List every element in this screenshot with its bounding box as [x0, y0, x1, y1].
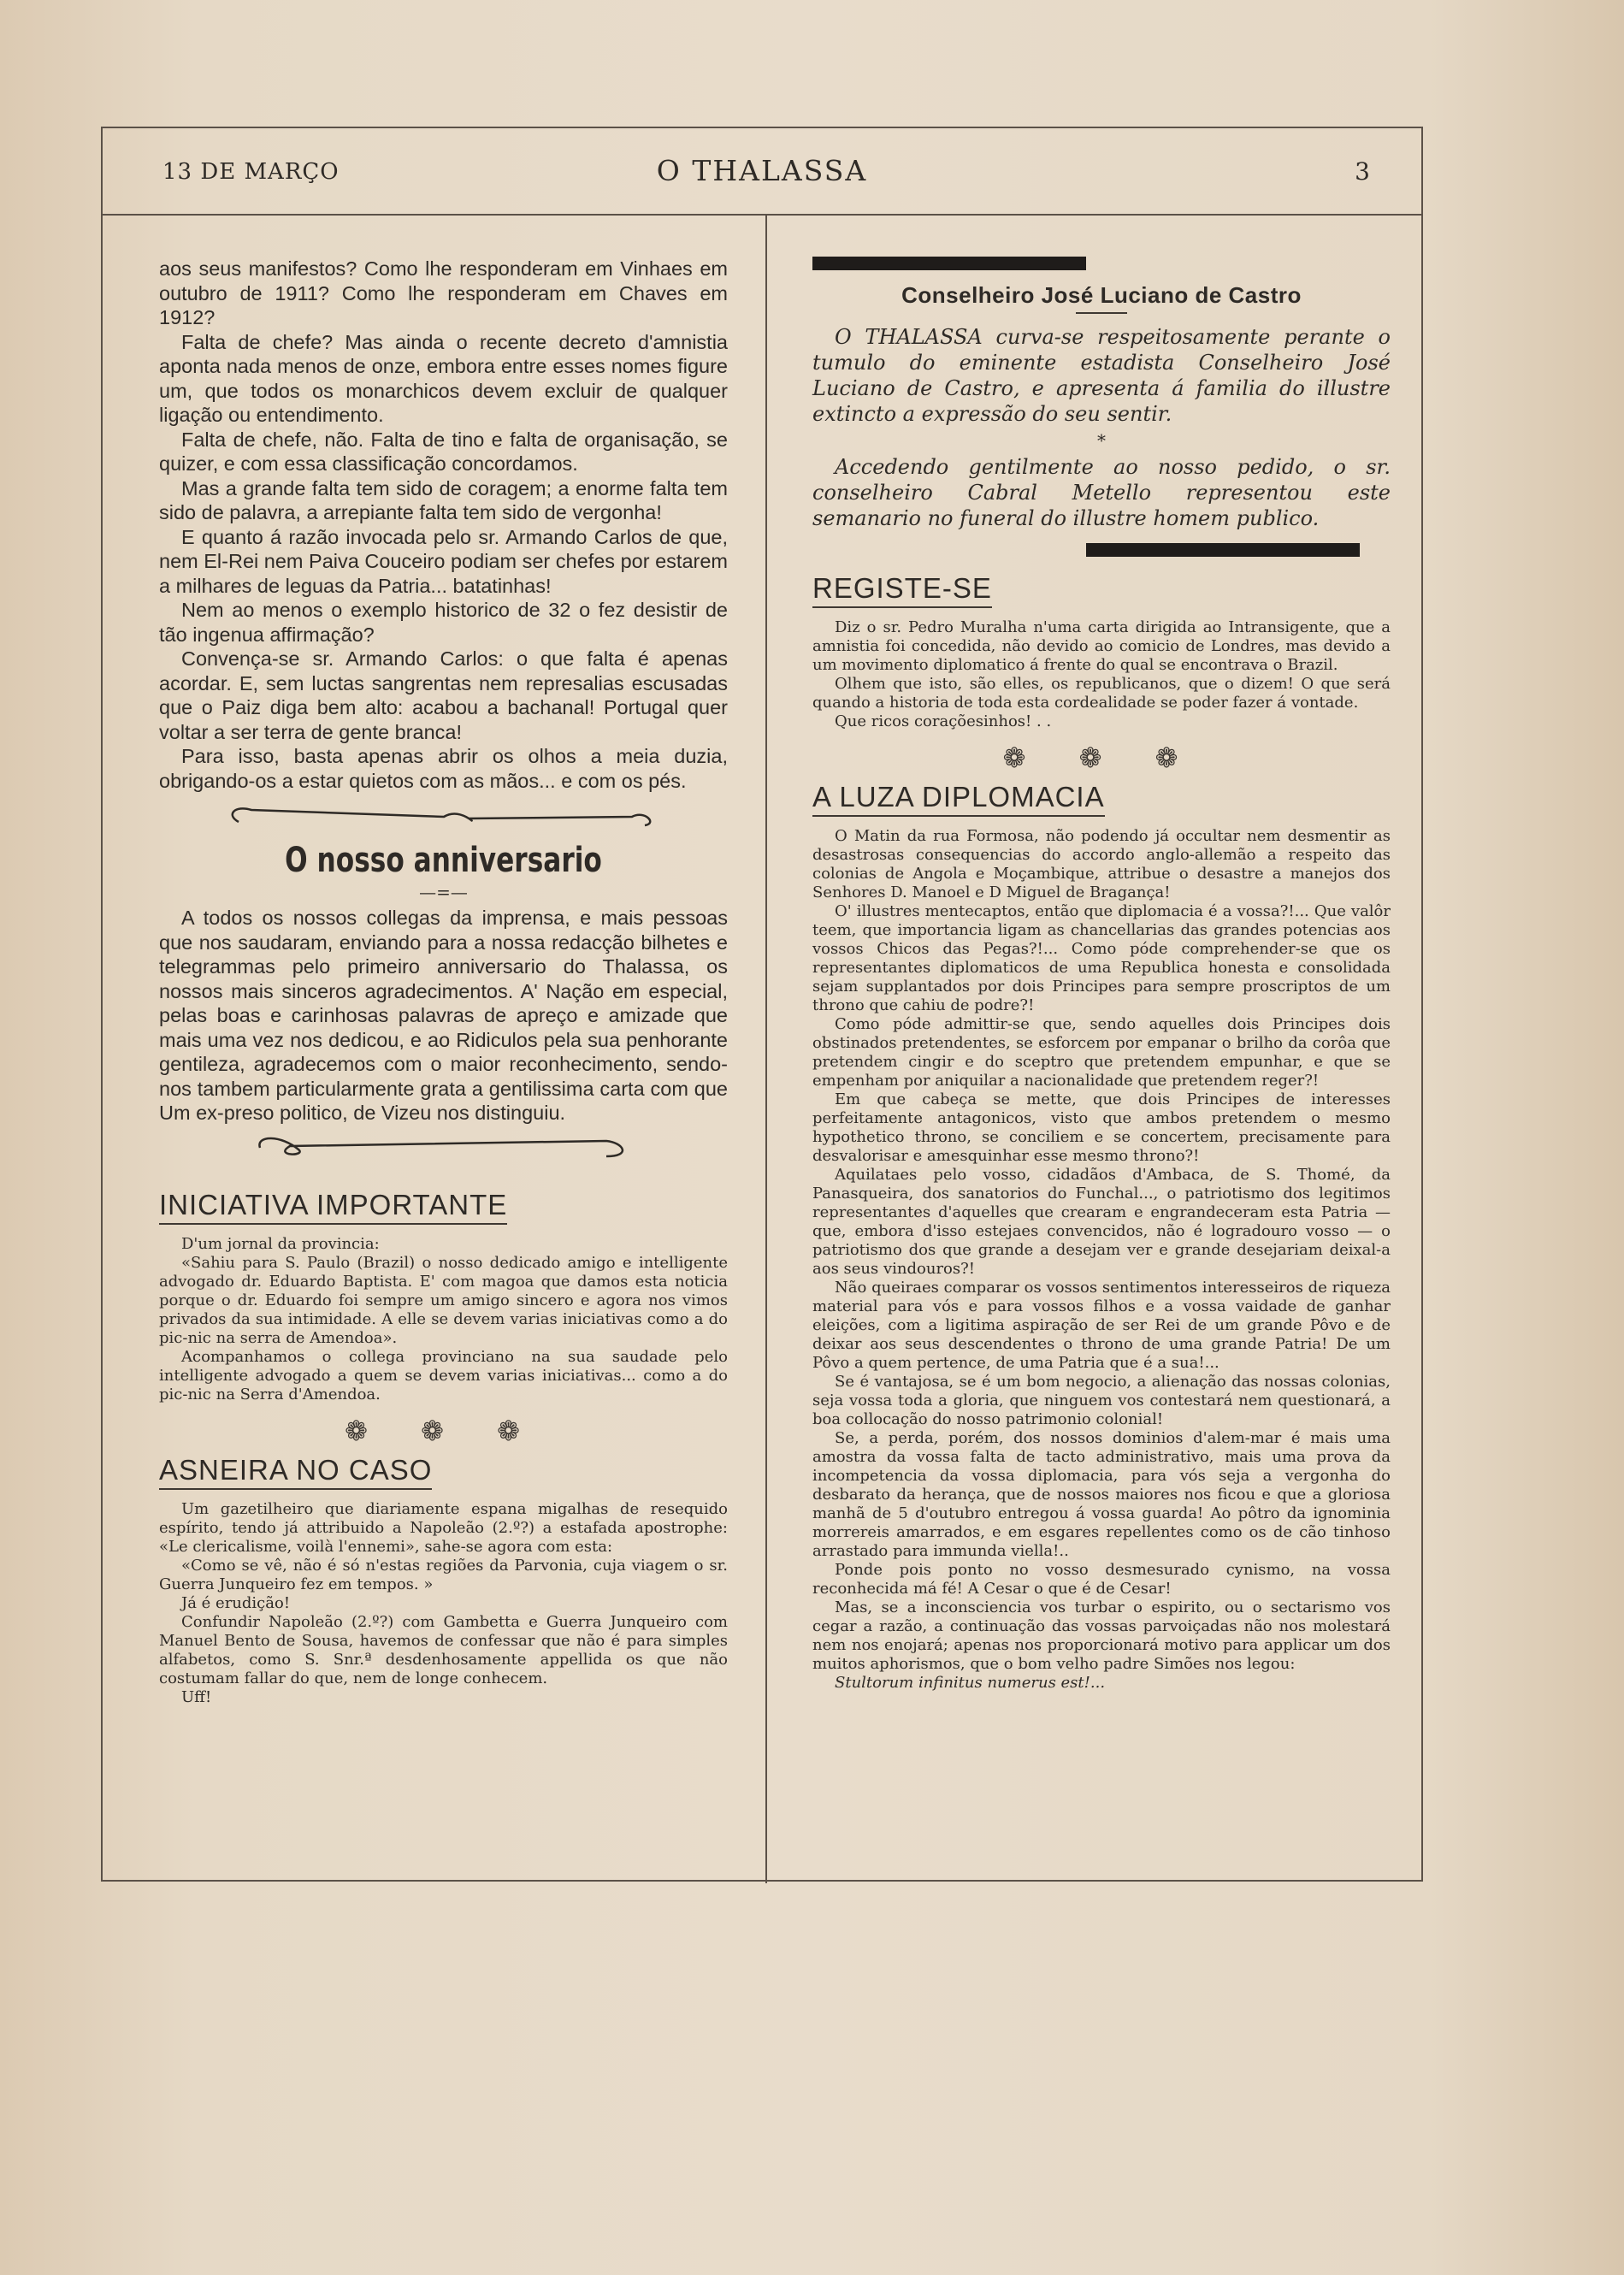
- paragraph: O' illustres mentecaptos, então que diplomacia é a vossa?!... Que valôr teem, que importancia ligam as chancellarias das grandes potencias aos vossos Chicos das Pegas?!... Como póde comprehender-se que os representantes diplomaticos de uma Republica honesta e consolidada sejam supplantados por dois Principes para sempre proscriptos de um throno que cahiu de podre?!: [812, 902, 1391, 1014]
- paragraph: Se, a perda, porém, dos nossos dominios d'alem-mar é mais uma amostra da vossa falta de tacto administrativo, mais uma prova da incompetencia da vossa diplomacia, para vós seja a vergonha do desbarato da herança, que de nossos maiores nos ficou e que a gloriosa manhã de 5 d'outubro entregou á vossa guarda! Ao pôtro da ignominia morrereis amarrados, e em esgares repellentes como os de cão tinhoso arrastado para immunda viella!..: [812, 1429, 1391, 1560]
- paragraph: Falta de chefe, não. Falta de tino e falta de organisação, se quizer, e com essa classificação concordamos.: [159, 428, 728, 475]
- paragraph: E quanto á razão invocada pelo sr. Armando Carlos de que, nem El-Rei nem Paiva Couceiro podiam ser chefes por estarem a milhares de leguas da Patria... batatinhas!: [159, 525, 728, 597]
- mourning-bar: [1086, 543, 1360, 557]
- section-title: A LUZA DIPLOMACIA: [812, 781, 1105, 817]
- anniversary-article: [159, 841, 728, 1126]
- flourish-divider: [247, 1131, 641, 1165]
- paragraph: Se é vantajosa, se é um bom negocio, a alienação das nossas colonias, seja vossa toda a gloria, que ninguem vos contestará nem questionará, a boa collocação do nosso patrimonio colonial!: [812, 1373, 1391, 1428]
- page-header: [103, 128, 1421, 216]
- obituary-title: Conselheiro José Luciano de Castro: [901, 282, 1302, 308]
- anniversary-text: A todos os nossos collegas da imprensa, e mais pessoas que nos saudaram, enviando para a nossa redacção bilhetes e telegrammas pelo primeiro anniversario do Thalassa, os nossos mais sinceros agradecimentos. A' Nação em especial, pelas boas e carinhosas palavras de apreço e amizade que mais uma vez nos dedicou, e ao Ridiculos pela sua penhorante gentileza, agradecemos com o maior reconhecimento, sendo-nos tambem particularmente grata a gentilissima carta com que Um ex-preso politico, de Vizeu nos distinguiu.: [159, 907, 728, 1124]
- paragraph: Em que cabeça se mette, que dois Principes de interesses perfeitamente antagonicos, visto que ambos pretendem o mesmo hypothetico throno, se conciliem e se concertem, precisamente para desvalorisar e amesquinhar esse mesmo throno?!: [812, 1090, 1391, 1165]
- paragraph: Como póde admittir-se que, sendo aquelles dois Principes dois obstinados pretendentes, se esforcem por empanar o brilho da corôa que pretendem cingir e do sceptro que pretendem empunhar, e que se empenham por aniquilar a nacionalidade que pretendem reger?!: [812, 1015, 1391, 1090]
- paragraph: Aquilataes pelo vosso, cidadãos d'Ambaca, de S. Thomé, da Panasqueira, dos sanatorios do Funchal..., o patriotismo dos legitimos representantes d'aquelles que crearam e engrandeceram esta Patria — que, embora d'isso estejaes convencidos, não é logradouro vosso — o patriotismo dos que grande a desejam ver e grande desejariam deixal-a aos seus vindouros?!: [812, 1166, 1391, 1278]
- section-title: ASNEIRA NO CASO: [159, 1454, 432, 1490]
- newspaper-title: O THALASSA: [656, 154, 868, 187]
- right-column: [812, 257, 1391, 1693]
- asterisk-separator: *: [1097, 430, 1106, 451]
- registe-article: [812, 557, 1391, 731]
- paragraph: Já é erudição!: [181, 1593, 291, 1612]
- paragraph: Confundir Napoleão (2.º?) com Gambetta e Guerra Junqueiro com Manuel Bento de Sousa, havemos de confessar que não é para simples alfabetos, como S. Snr.ª desdenhosamente appellida os que não costumam fallar do que, nem de longe conhecem.: [159, 1612, 728, 1687]
- opening-article: [159, 257, 728, 793]
- paragraph: Não queiraes comparar os vossos sentimentos interesseiros de riqueza material para vós e para vossos filhos e a vossa vaidade de ganhar eleições, com a ligitima aspiração de ser Rei de um grande Pôvo e de deixar aos seus descendentes o throno de uma grande Patria! De um Pôvo a quem pertence, de uma Patria que é a sua!...: [812, 1279, 1391, 1372]
- paragraph: Convença-se sr. Armando Carlos: o que falta é apenas acordar. E, sem luctas sangrentas nem represalias escusadas que o Paiz diga bem alto: acabou a bachanal! Portugal quer voltar a ser terra de gente branca!: [159, 647, 728, 743]
- paragraph: Um gazetilheiro que diariamente espana migalhas de resequido espírito, tendo já attribuido a Napoleão (2.º?) a estafada apostrophe: «Le clericalisme, voilà l'ennemi», sahe-se agora com esta:: [159, 1499, 728, 1556]
- paragraph: Ponde pois ponto no vosso desmesurado cynismo, na vossa reconhecida má fé! A Cesar o que é de Cesar!: [812, 1561, 1391, 1598]
- page-number: 3: [1355, 157, 1370, 186]
- paragraph: Uff!: [181, 1687, 212, 1706]
- ornament-divider: ❁ ❁ ❁: [345, 1414, 542, 1447]
- luza-article: [812, 781, 1391, 1693]
- mourning-bar: [812, 257, 1086, 270]
- paragraph: aos seus manifestos? Como lhe responderam em Vinhaes em outubro de 1911? Como lhe responderam em Chaves em 1912?: [159, 257, 728, 328]
- paragraph: Mas, se a inconsciencia vos turbar o espirito, ou o sectarismo vos cegar a razão, a continuação das vossas parvoiçadas não nos molestará nem nos enojará; apenas nos proporcionará motivo para applicar um dos muitos aphorismos, que o bom velho padre Simões nos legou:: [812, 1598, 1391, 1673]
- paragraph: Falta de chefe? Mas ainda o recente decreto d'amnistia aponta nada menos de onze, embora entre esses nomes figure um, que todos os monarchicos devem excluir de qualquer ligação ou entendimento.: [159, 330, 728, 426]
- flourish-divider: [221, 798, 666, 832]
- paragraph: Acompanhamos o collega provinciano na sua saudade pelo intelligente advogado a quem se devem varias iniciativas... como a do pic-nic na Serra d'Amendoa.: [159, 1347, 728, 1403]
- ornament-divider: ❁ ❁ ❁: [1002, 742, 1201, 774]
- paragraph: «Como se vê, não é só n'estas regiões da Parvonia, cuja viagem o sr. Guerra Junqueiro fez em tempos. »: [159, 1556, 728, 1593]
- asneira-article: [159, 1454, 728, 1707]
- title-rule: [1076, 312, 1127, 314]
- section-title: REGISTE-SE: [812, 572, 992, 608]
- paragraph: Olhem que isto, são elles, os republicanos, que o dizem! O que será quando a historia de toda esta cordealidade se poder fazer á vontade.: [812, 675, 1391, 712]
- anniversary-title: O nosso anniversario: [285, 841, 602, 880]
- left-column: [159, 257, 728, 1707]
- paragraph: Mas a grande falta tem sido de coragem; a enorme falta tem sido de palavra, a arrepiante falta tem sido de vergonha!: [159, 476, 728, 523]
- obituary-text: Accedendo gentilmente ao nosso pedido, o sr. conselheiro Cabral Metello representou este semanario no funeral do illustre homem publico.: [812, 455, 1391, 530]
- paragraph: Nem ao menos o exemplo historico de 32 o fez desistir de tão ingenua affirmação?: [159, 599, 728, 646]
- obituary-text: O THALASSA curva-se respeitosamente perante o tumulo do eminente estadista Conselheiro José Luciano de Castro, e apresenta á familia do illustre extincto a expressão do seu sentir.: [812, 325, 1391, 426]
- paragraph: D'um jornal da provincia:: [181, 1234, 380, 1253]
- title-rule: —=—: [419, 882, 468, 902]
- paragraph: Que ricos coraçõesinhos! . .: [835, 712, 1052, 730]
- paragraph: O Matin da rua Formosa, não podendo já occultar nem desmentir as desastrosas consequencias do accordo anglo-allemão a respeito das colonias de Angola e Moçambique, attribue o desastre a manejos dos Senhores D. Manoel e D Miguel de Bragança!: [812, 827, 1391, 901]
- paragraph: Stultorum infinitus numerus est!...: [835, 1674, 1106, 1692]
- paragraph: Diz o sr. Pedro Muralha n'uma carta dirigida ao Intransigente, que a amnistia foi concedida, não devido ao comicio de Londres, mas devido a um movimento diplomatico á frente do qual se encontrava o Brazil.: [812, 618, 1391, 674]
- section-title: INICIATIVA IMPORTANTE: [159, 1189, 507, 1225]
- header-date: 13 DE MARÇO: [162, 159, 340, 185]
- page-frame: [101, 127, 1423, 1882]
- obituary-article: [812, 257, 1391, 557]
- iniciativa-article: [159, 1173, 728, 1404]
- paragraph: Para isso, basta apenas abrir os olhos a meia duzia, obrigando-os a estar quietos com as mãos... e com os pés.: [159, 745, 728, 792]
- column-divider: [765, 214, 767, 1883]
- paragraph: «Sahiu para S. Paulo (Brazil) o nosso dedicado amigo e intelligente advogado dr. Eduardo Baptista. E' com magoa que damos esta noticia porque o dr. Eduardo foi sempre um amigo sincero e agora nos vimos privados da sua intimidade. A elle se devem varias iniciativas como a do pic-nic na serra de Amendoa».: [159, 1253, 728, 1347]
